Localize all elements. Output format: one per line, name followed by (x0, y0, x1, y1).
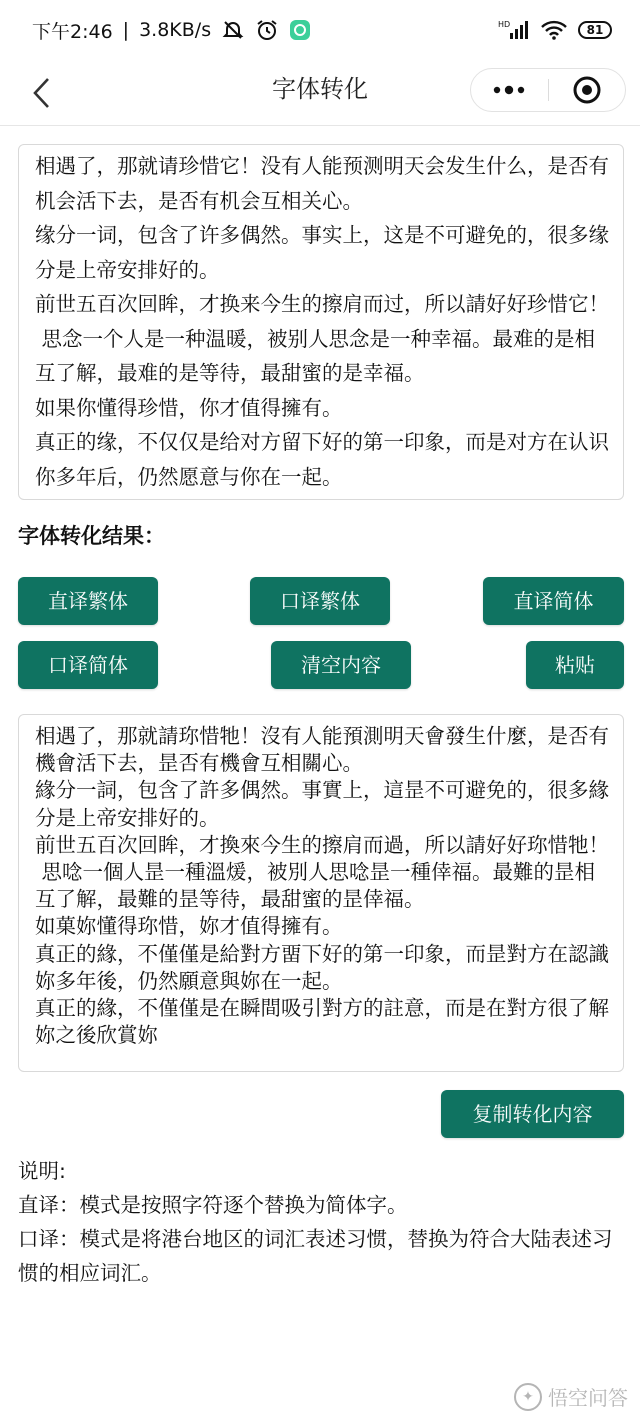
paste-button[interactable]: 粘贴 (526, 641, 624, 689)
status-network-speed: 3.8KB/s (139, 19, 212, 41)
wukong-logo-icon: ✦ (514, 1383, 542, 1411)
close-button[interactable] (549, 69, 626, 111)
mini-program-capsule (470, 68, 626, 112)
watermark (514, 1382, 628, 1411)
status-bar (0, 0, 640, 60)
more-dots-icon (492, 85, 526, 95)
clear-content-button[interactable]: 清空内容 (271, 641, 411, 689)
copy-result-button[interactable]: 复制转化内容 (441, 1090, 624, 1138)
status-left (32, 17, 311, 44)
wifi-icon (540, 19, 568, 41)
instructions (18, 1154, 628, 1290)
literal-traditional-button[interactable]: 直译繁体 (18, 577, 158, 625)
result-text-output[interactable] (18, 714, 624, 1072)
battery-level: 81 (586, 23, 604, 37)
instructions-literal: 直译：模式是按照字符逐个替换为简体字。 (18, 1193, 408, 1217)
instructions-heading: 说明: (18, 1159, 66, 1183)
literal-simplified-button[interactable]: 直译简体 (483, 577, 624, 625)
hd-label: HD (498, 20, 511, 29)
oral-simplified-button[interactable]: 口译简体 (18, 641, 158, 689)
watermark-text: 悟空问答 (548, 1386, 628, 1410)
oral-traditional-button[interactable]: 口译繁体 (250, 577, 390, 625)
nav-bar (0, 60, 640, 126)
alarm-clock-icon (255, 18, 279, 42)
signal-icon (498, 19, 530, 41)
instructions-oral: 口译：模式是将港台地区的词汇表述习惯，替换为符合大陆表述习惯的相应词汇。 (18, 1227, 613, 1285)
status-right (498, 19, 612, 41)
status-time: 下午2:46 (32, 20, 113, 43)
app-badge-icon (289, 19, 311, 41)
battery-icon (578, 21, 612, 39)
mute-bell-icon (221, 18, 245, 42)
source-text-input[interactable] (18, 144, 624, 500)
result-section-title: 字体转化结果： (18, 524, 165, 548)
more-button[interactable] (471, 69, 548, 111)
status-separator: | (122, 19, 130, 41)
page-title: 字体转化 (272, 75, 368, 103)
target-circle-icon (572, 75, 602, 105)
